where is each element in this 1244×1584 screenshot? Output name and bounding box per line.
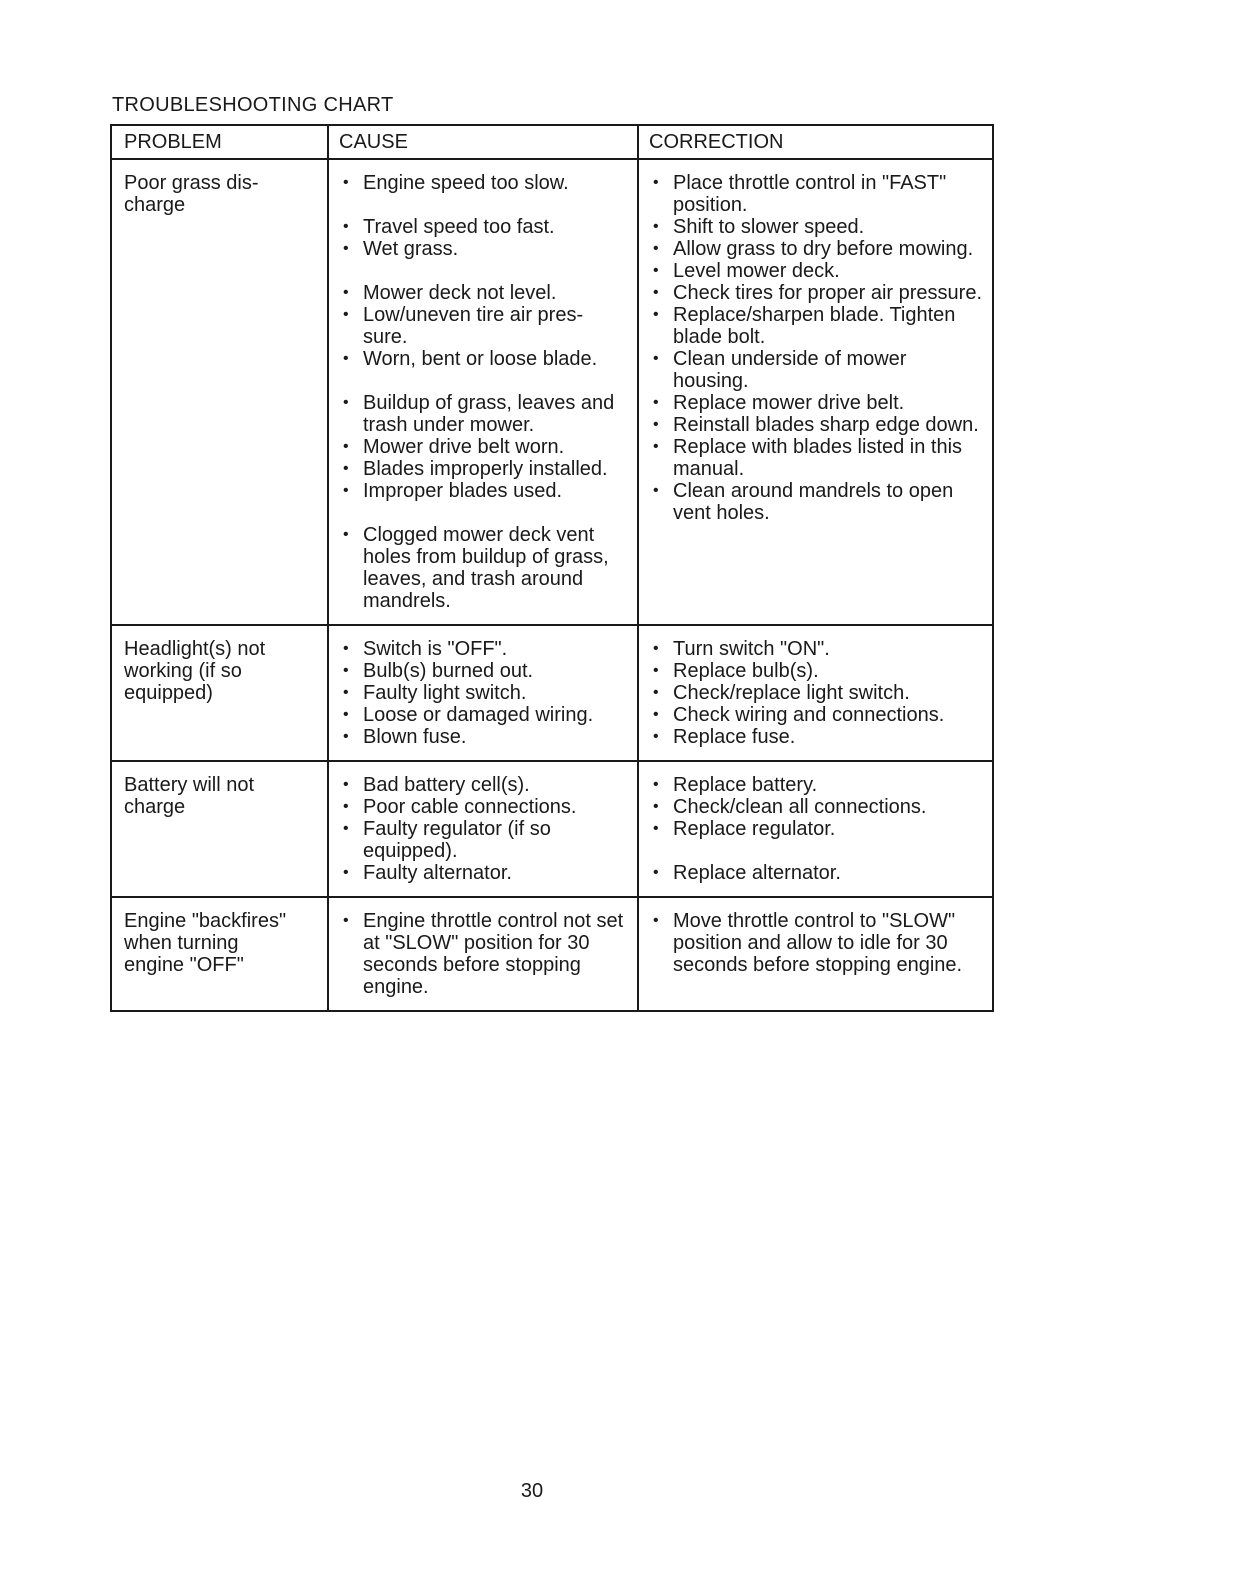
correction-item: • Check tires for proper air pressure. (649, 282, 984, 304)
cause-item: • Low/uneven tire air pres- sure. (339, 304, 631, 348)
cause-item: • Worn, bent or loose blade. (339, 348, 631, 370)
cause-cell (327, 160, 637, 624)
problem-cell (112, 626, 327, 760)
cause-item: • Travel speed too fast. (339, 216, 631, 238)
correction-item: • Replace battery. (649, 774, 984, 796)
correction-item: • Check wiring and connections. (649, 704, 984, 726)
correction-item: • Move throttle control to "SLOW" position and allow to idle for 30 seconds before stopping engine. (649, 910, 984, 976)
correction-item: • Replace fuse. (649, 726, 984, 748)
cause-item: • Faulty regulator (if so equipped). (339, 818, 631, 862)
correction-item: • Place throttle control in "FAST" position. (649, 172, 984, 216)
cause-item: • Mower drive belt worn. (339, 436, 631, 458)
cause-item: • Clogged mower deck vent holes from buildup of grass, leaves, and trash around mandrels. (339, 524, 631, 612)
cause-cell (327, 762, 637, 896)
correction-item: • Clean around mandrels to open vent holes. (649, 480, 984, 524)
cause-item: • Switch is "OFF". (339, 638, 631, 660)
table-row (112, 898, 992, 1010)
cause-cell (327, 626, 637, 760)
table-row (112, 626, 992, 762)
cause-item: • Blades improperly installed. (339, 458, 631, 480)
correction-item: • Replace regulator. (649, 818, 984, 840)
cause-cell (327, 898, 637, 1010)
cause-item: • Buildup of grass, leaves and trash under mower. (339, 392, 631, 436)
cause-item: • Bad battery cell(s). (339, 774, 631, 796)
chart-title: TROUBLESHOOTING CHART (112, 94, 394, 116)
table-row (112, 762, 992, 898)
table-row (112, 160, 992, 626)
header-cause: CAUSE (327, 126, 637, 158)
cause-item: • Poor cable connections. (339, 796, 631, 818)
cause-item: • Loose or damaged wiring. (339, 704, 631, 726)
correction-cell (637, 898, 992, 1010)
problem-text: Engine "backfires" when turning engine "OFF" (124, 910, 287, 976)
cause-item: • Faulty light switch. (339, 682, 631, 704)
problem-text: Poor grass dis- charge (124, 172, 259, 216)
correction-item: • Allow grass to dry before mowing. (649, 238, 984, 260)
problem-text: Headlight(s) not working (if so equipped) (124, 638, 266, 704)
correction-item: • Check/clean all connections. (649, 796, 984, 818)
correction-item: • Replace/sharpen blade. Tighten blade bolt. (649, 304, 984, 348)
cause-item: • Mower deck not level. (339, 282, 631, 304)
problem-cell (112, 762, 327, 896)
troubleshooting-table (110, 124, 994, 1012)
cause-item: • Bulb(s) burned out. (339, 660, 631, 682)
correction-item: • Level mower deck. (649, 260, 984, 282)
cause-item: • Blown fuse. (339, 726, 631, 748)
problem-cell (112, 160, 327, 624)
correction-item: • Reinstall blades sharp edge down. (649, 414, 984, 436)
correction-item: • Replace mower drive belt. (649, 392, 984, 414)
correction-item: • Replace with blades listed in this manual. (649, 436, 984, 480)
header-problem: PROBLEM (124, 130, 222, 153)
header-correction: CORRECTION (637, 126, 992, 158)
correction-item: • Replace bulb(s). (649, 660, 984, 682)
cause-item: • Improper blades used. (339, 480, 631, 502)
correction-cell (637, 160, 992, 624)
correction-item: • Check/replace light switch. (649, 682, 984, 704)
correction-item: • Turn switch "ON". (649, 638, 984, 660)
cause-item: • Engine speed too slow. (339, 172, 631, 194)
cause-item: • Wet grass. (339, 238, 631, 260)
correction-item: • Clean underside of mower housing. (649, 348, 984, 392)
correction-cell (637, 626, 992, 760)
table-header (112, 126, 992, 160)
correction-item: • Replace alternator. (649, 862, 984, 884)
page-number: 30 (520, 1480, 544, 1502)
correction-item: • Shift to slower speed. (649, 216, 984, 238)
problem-cell (112, 898, 327, 1010)
problem-text: Battery will not charge (124, 774, 255, 818)
correction-cell (637, 762, 992, 896)
cause-item: • Engine throttle control not set at "SLOW" position for 30 seconds before stopping engine. (339, 910, 631, 998)
cause-item: • Faulty alternator. (339, 862, 631, 884)
